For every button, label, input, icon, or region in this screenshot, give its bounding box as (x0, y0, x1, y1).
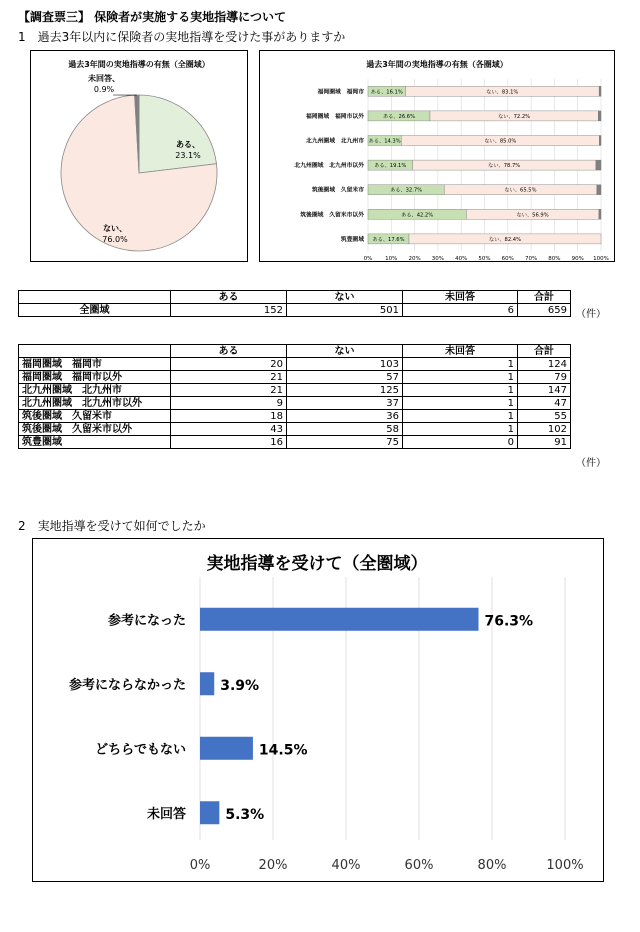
table-cell: 147 (518, 384, 571, 397)
table-cell: 21 (171, 384, 287, 397)
summary-table (18, 290, 571, 317)
bar-tick-label: 100% (546, 858, 584, 873)
table-cell: 501 (287, 304, 403, 317)
stacked-bar-segment (599, 136, 601, 146)
table-cell: 57 (287, 371, 403, 384)
stacked-tick-label: 70% (524, 256, 538, 261)
row-label: 筑後圏域 久留米市 (19, 410, 171, 423)
row-label: 北九州圏域 北九州市 (19, 384, 171, 397)
stacked-bar-segment (599, 209, 601, 219)
table-cell: 75 (287, 436, 403, 449)
stacked-data-label: ある、17.6% (372, 236, 405, 243)
table-header-cell: 未回答 (403, 291, 518, 304)
stacked-bar-panel (259, 50, 615, 262)
bar (200, 608, 478, 631)
table-header-cell: 合計 (518, 291, 571, 304)
pie-slice-label: ない、 (103, 224, 127, 233)
stacked-data-label: ない、72.2% (498, 113, 531, 120)
table-cell: 18 (171, 410, 287, 423)
pie-title: 過去3年間の実地指導の有無（全圏域） (68, 60, 210, 69)
bar-tick-label: 60% (404, 858, 434, 873)
bar-chart-panel (32, 538, 604, 882)
stacked-tick-label: 10% (385, 256, 398, 261)
stacked-tick-label: 40% (455, 256, 468, 261)
stacked-data-label: ない、56.9% (516, 212, 549, 219)
bar (200, 737, 253, 760)
bar-value-label: 5.3% (225, 806, 265, 823)
bar-tick-label: 80% (477, 858, 507, 873)
table-cell: 55 (518, 410, 571, 423)
table-cell: 152 (171, 304, 287, 317)
table-row (19, 371, 571, 384)
table-cell: 37 (287, 397, 403, 410)
unit-label: （件） (576, 309, 606, 320)
table-header-cell: ある (171, 345, 287, 358)
stacked-category-label: 福岡圏域 福岡市以外 (306, 113, 364, 120)
stacked-data-label: ない、82.4% (488, 236, 522, 243)
stacked-data-label: ある、14.3% (368, 138, 401, 145)
bar (200, 801, 219, 824)
table-cell: 20 (171, 358, 287, 371)
pie-slice-value: 76.0% (102, 235, 128, 244)
pie-slice-label: ある、 (176, 140, 200, 149)
page-heading: 【調査票三】 保険者が実施する実地指導について (18, 10, 286, 24)
stacked-data-label: ある、32.7% (390, 187, 423, 194)
stacked-category-label: 筑豊圏域 (340, 236, 364, 243)
stacked-data-label: ある、19.1% (374, 163, 407, 170)
bar (200, 672, 214, 695)
bar-category-label: 参考にならなかった (68, 677, 186, 693)
stacked-tick-label: 20% (408, 256, 421, 261)
table-row (19, 423, 571, 436)
stacked-data-label: ない、83.1% (486, 89, 519, 96)
table-cell: 124 (518, 358, 571, 371)
table-header-cell: ない (287, 291, 403, 304)
bar-value-label: 3.9% (220, 677, 260, 694)
stacked-category-label: 福岡圏域 福岡市 (317, 89, 364, 96)
table-cell: 6 (403, 304, 518, 317)
table-cell: 1 (403, 384, 518, 397)
pie-slice-value: 0.9% (93, 85, 115, 94)
table-header-cell: 未回答 (403, 345, 518, 358)
table-cell: 125 (287, 384, 403, 397)
bar-tick-label: 0% (189, 858, 211, 873)
table-cell: 103 (287, 358, 403, 371)
question-2: 2 実地指導を受けて如何でしたか (18, 519, 206, 533)
stacked-category-label: 筑後圏域 久留米市 (311, 187, 364, 194)
stacked-category-label: 北九州圏域 北九州市 (306, 138, 364, 145)
table-cell: 47 (518, 397, 571, 410)
bar-tick-label: 40% (331, 858, 361, 873)
stacked-bar-segment (598, 111, 601, 121)
stacked-tick-label: 60% (501, 256, 514, 261)
table-cell: 1 (403, 358, 518, 371)
pie-chart-panel (30, 50, 248, 262)
pie-slice-label: 未回答、 (88, 74, 120, 83)
table-row (19, 436, 571, 449)
stacked-tick-label: 80% (548, 256, 561, 261)
stacked-title: 過去3年間の実地指導の有無（各圏域） (366, 60, 508, 69)
bar-tick-label: 20% (258, 858, 288, 873)
table-cell: 58 (287, 423, 403, 436)
table-cell: 0 (403, 436, 518, 449)
table-row (19, 304, 571, 317)
row-label: 北九州圏域 北九州市以外 (19, 397, 171, 410)
pie-slice-value: 23.1% (175, 151, 201, 160)
stacked-data-label: ある、26.6% (382, 113, 416, 120)
stacked-data-label: ない、85.0% (484, 138, 517, 145)
table-header-row (19, 291, 571, 304)
bar-category-label: どちらでもない (95, 742, 186, 758)
row-label: 全圏域 (19, 304, 171, 317)
table-cell: 21 (171, 371, 287, 384)
bar-chart (33, 539, 602, 880)
bar-chart-title: 実地指導を受けて（全圏域） (206, 554, 428, 574)
row-label: 筑豊圏域 (19, 436, 171, 449)
table-row (19, 397, 571, 410)
stacked-bar-segment (599, 86, 601, 96)
stacked-bar-segment (597, 185, 601, 195)
bar-value-label: 14.5% (258, 742, 308, 759)
stacked-tick-label: 100% (593, 256, 609, 261)
table-header-cell: ある (171, 291, 287, 304)
stacked-data-label: ある、42.2% (401, 212, 434, 219)
table-row (19, 358, 571, 371)
stacked-data-label: ある、16.1% (370, 89, 403, 96)
region-table (18, 344, 571, 449)
stacked-tick-label: 50% (478, 256, 491, 261)
stacked-data-label: ない、65.5% (504, 187, 537, 194)
table-cell: 9 (171, 397, 287, 410)
bar-value-label: 76.3% (484, 613, 534, 630)
table-header-cell: ない (287, 345, 403, 358)
pie-chart (31, 51, 247, 261)
stacked-data-label: ない、78.7% (488, 163, 521, 170)
table-cell: 43 (171, 423, 287, 436)
stacked-category-label: 北九州圏域 北九州市以外 (294, 163, 364, 170)
bar-category-label: 未回答 (146, 806, 186, 822)
stacked-bar-segment (596, 160, 601, 170)
question-1: 1 過去3年以内に保険者の実地指導を受けた事がありますか (18, 30, 346, 44)
table-cell: 1 (403, 397, 518, 410)
stacked-bar-chart (260, 51, 614, 261)
stacked-tick-label: 0% (363, 256, 373, 261)
table-cell: 102 (518, 423, 571, 436)
row-label: 福岡圏域 福岡市 (19, 358, 171, 371)
row-label: 福岡圏域 福岡市以外 (19, 371, 171, 384)
bar-category-label: 参考になった (107, 613, 186, 629)
table-cell: 79 (518, 371, 571, 384)
table-cell: 91 (518, 436, 571, 449)
table-row (19, 410, 571, 423)
table-row (19, 384, 571, 397)
table-header-cell (19, 291, 171, 304)
pie-slice (139, 95, 216, 173)
table-header-cell (19, 345, 171, 358)
table-cell: 659 (518, 304, 571, 317)
table-cell: 1 (403, 410, 518, 423)
stacked-tick-label: 30% (431, 256, 445, 261)
stacked-category-label: 筑後圏域 久留米市以外 (300, 212, 364, 219)
table-cell: 1 (403, 371, 518, 384)
stacked-tick-label: 90% (571, 256, 584, 261)
unit-label: （件） (576, 458, 606, 469)
table-cell: 16 (171, 436, 287, 449)
table-header-row (19, 345, 571, 358)
table-cell: 1 (403, 423, 518, 436)
table-header-cell: 合計 (518, 345, 571, 358)
row-label: 筑後圏域 久留米市以外 (19, 423, 171, 436)
table-cell: 36 (287, 410, 403, 423)
